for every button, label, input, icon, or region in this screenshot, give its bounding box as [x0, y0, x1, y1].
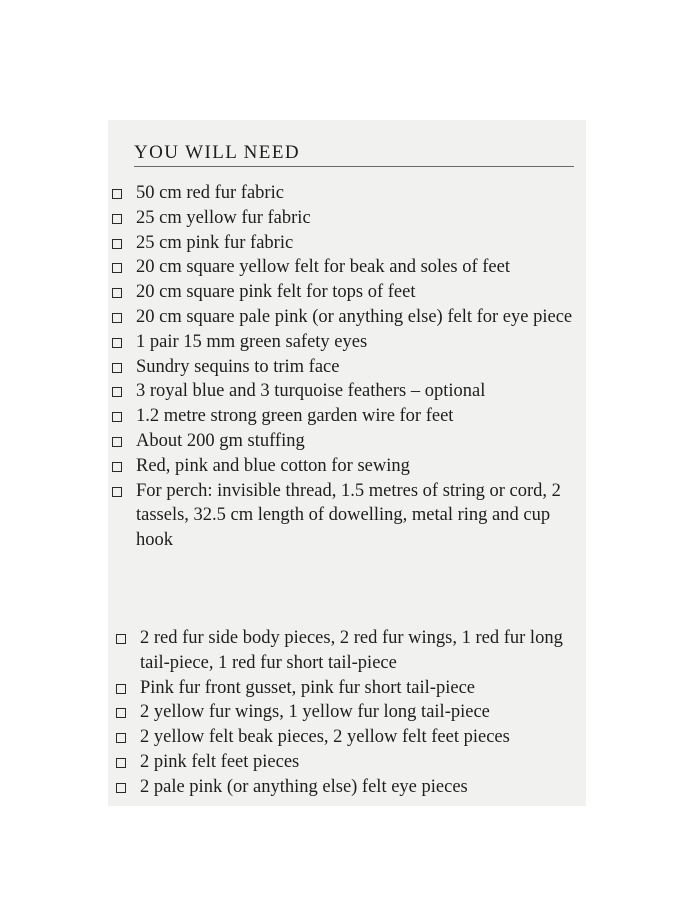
checklist-item — [112, 280, 582, 305]
checklist-item — [112, 454, 582, 479]
checkbox[interactable] — [112, 263, 122, 273]
checklist-item — [112, 305, 582, 330]
checkbox[interactable] — [112, 387, 122, 397]
checkbox[interactable] — [112, 338, 122, 348]
item-text: 2 red fur side body pieces, 2 red fur wings, 1 red fur long tail-piece, 1 red fur short tail-piece — [140, 628, 563, 673]
item-text: Red, pink and blue cotton for sewing — [136, 455, 410, 476]
checklist-item — [116, 775, 582, 800]
checklist-item — [112, 206, 582, 231]
checklist-item — [112, 231, 582, 256]
item-text: About 200 gm stuffing — [136, 430, 305, 451]
checkbox[interactable] — [112, 214, 122, 224]
checklist-item — [112, 479, 582, 553]
item-text: 1.2 metre strong green garden wire for feet — [136, 406, 454, 427]
checkbox[interactable] — [112, 288, 122, 298]
checklist-item — [112, 379, 582, 404]
checklist-item — [112, 404, 582, 429]
checklist-item — [116, 700, 582, 725]
checklist-item — [112, 330, 582, 355]
checkbox[interactable] — [112, 239, 122, 249]
item-text: 25 cm pink fur fabric — [136, 232, 294, 253]
checkbox[interactable] — [116, 634, 126, 644]
checklist-item — [112, 255, 582, 280]
checkbox[interactable] — [112, 313, 122, 323]
checklist-item — [112, 355, 582, 380]
checkbox[interactable] — [116, 684, 126, 694]
checklist-item — [116, 750, 582, 775]
item-text: 2 pale pink (or anything else) felt eye pieces — [140, 776, 468, 797]
item-text: For perch: invisible thread, 1.5 metres of string or cord, 2 tassels, 32.5 cm length of dowelling, metal ring and cup hook — [136, 480, 561, 551]
pieces-checklist — [116, 626, 582, 800]
item-text: Pink fur front gusset, pink fur short tail-piece — [140, 677, 475, 698]
checkbox[interactable] — [112, 189, 122, 199]
item-text: 1 pair 15 mm green safety eyes — [136, 331, 368, 352]
item-text: 25 cm yellow fur fabric — [136, 207, 311, 228]
item-text: 2 pink felt feet pieces — [140, 751, 300, 772]
checklist-item — [116, 626, 582, 676]
title-divider — [134, 166, 574, 167]
checklist-item — [116, 725, 582, 750]
item-text: 50 cm red fur fabric — [136, 183, 284, 203]
section-title: YOU WILL NEED — [134, 142, 300, 163]
item-text: 20 cm square yellow felt for beak and soles of feet — [136, 257, 510, 278]
checkbox[interactable] — [116, 783, 126, 793]
checkbox[interactable] — [112, 462, 122, 472]
checkbox[interactable] — [116, 708, 126, 718]
item-text: 20 cm square pink felt for tops of feet — [136, 282, 416, 303]
checkbox[interactable] — [112, 487, 122, 497]
checkbox[interactable] — [112, 412, 122, 422]
checkbox[interactable] — [116, 758, 126, 768]
checkbox[interactable] — [116, 733, 126, 743]
checklist-item — [112, 181, 582, 206]
item-text: 2 yellow fur wings, 1 yellow fur long tail-piece — [140, 702, 490, 723]
checklist-item — [112, 429, 582, 454]
item-text: Sundry sequins to trim face — [136, 356, 340, 377]
item-text: 20 cm square pale pink (or anything else) felt for eye piece — [136, 306, 573, 327]
materials-checklist — [112, 181, 582, 553]
checkbox[interactable] — [112, 363, 122, 373]
item-text: 3 royal blue and 3 turquoise feathers – optional — [136, 381, 486, 402]
checklist-item — [116, 676, 582, 701]
item-text: 2 yellow felt beak pieces, 2 yellow felt feet pieces — [140, 727, 510, 748]
checkbox[interactable] — [112, 437, 122, 447]
